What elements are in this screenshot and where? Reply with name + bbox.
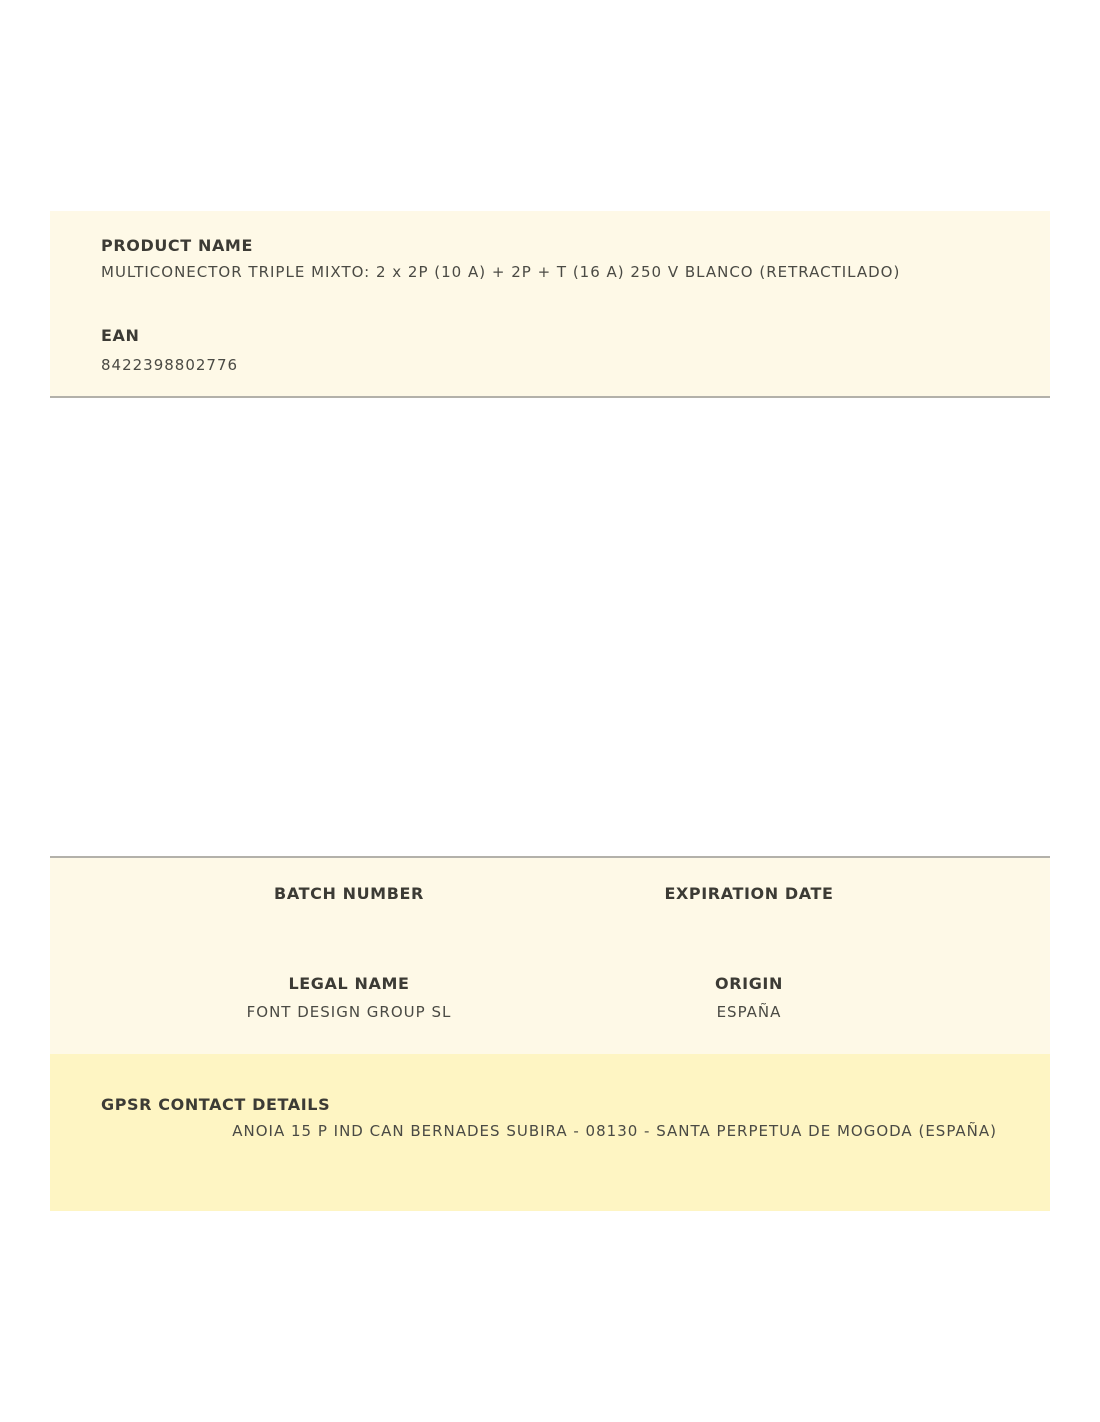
product-name-label: PRODUCT NAME [101,236,253,255]
expiration-date-label: EXPIRATION DATE [664,884,834,903]
gpsr-contact-label: GPSR CONTACT DETAILS [101,1095,331,1114]
product-name-value: MULTICONECTOR TRIPLE MIXTO: 2 x 2P (10 A) + 2P + T (16 A) 250 V BLANCO (RETRACTILADO) [101,263,901,281]
gpsr-contact-value: ANOIA 15 P IND CAN BERNADES SUBIRA - 08130 - SANTA PERPETUA DE MOGODA (ESPAÑA) [232,1122,997,1140]
legal-name-field [199,974,499,1021]
legal-name-value: FONT DESIGN GROUP SL [246,1003,452,1021]
batch-number-field [199,884,499,903]
batch-number-label: BATCH NUMBER [274,884,424,903]
product-info-section [50,211,1050,398]
ean-value: 8422398802776 [101,356,239,374]
product-details-section [50,856,1050,1056]
origin-value: ESPAÑA [716,1003,782,1021]
ean-label: EAN [101,326,140,345]
legal-name-label: LEGAL NAME [288,974,410,993]
origin-label: ORIGIN [715,974,783,993]
expiration-date-field [599,884,899,903]
gpsr-contact-section [50,1054,1050,1211]
origin-field [599,974,899,1021]
